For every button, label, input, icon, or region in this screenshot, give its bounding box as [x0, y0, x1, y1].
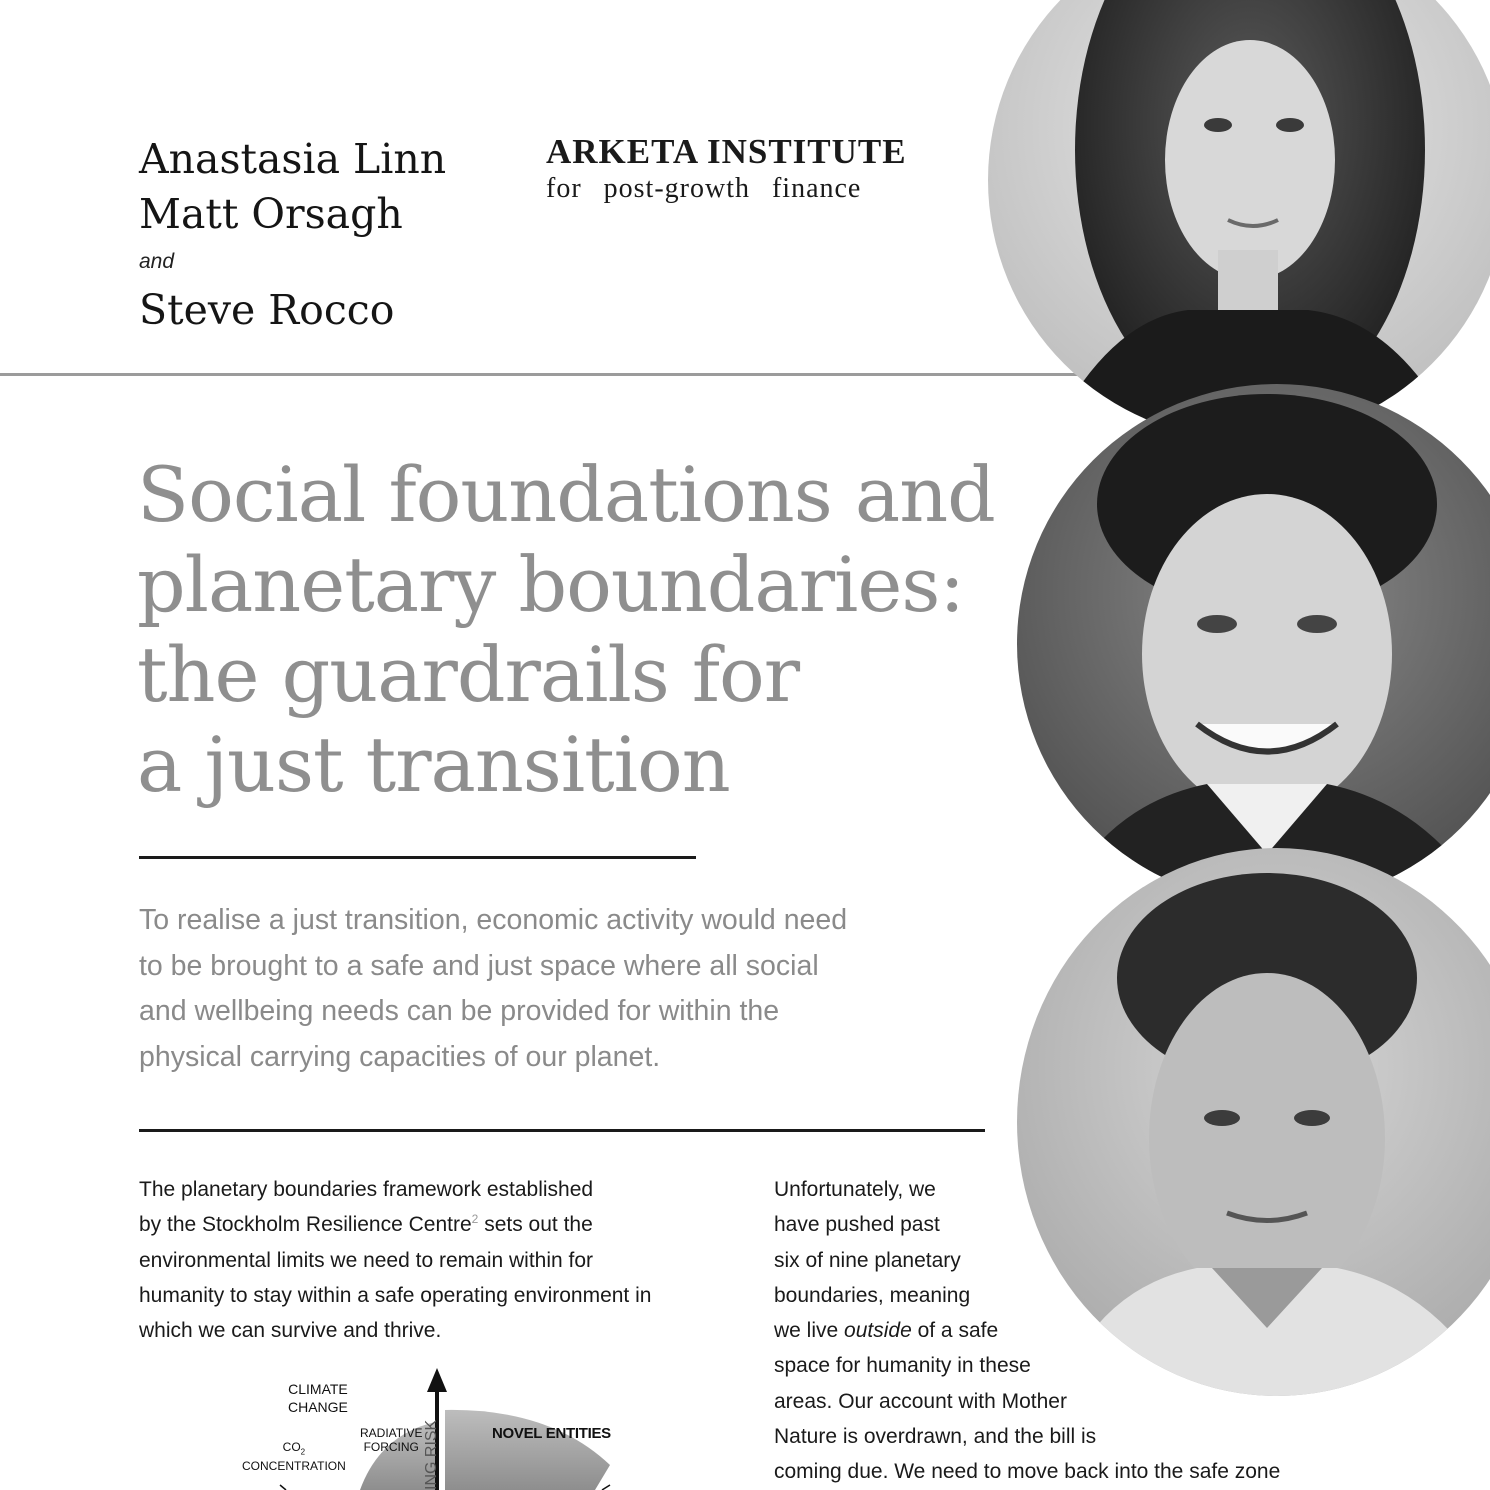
planetary-boundaries-diagram [230, 1360, 650, 1490]
header-divider [0, 373, 1080, 376]
lead-line: and wellbeing needs can be provided for within the [139, 995, 780, 1027]
title-line: the guardrails for [137, 630, 800, 719]
lead-line: to be brought to a safe and just space where all social [139, 949, 819, 982]
author-name-1: Anastasia Linn [139, 135, 447, 183]
body-line: environmental limits we need to remain within for [139, 1248, 594, 1272]
novel-entities-wedge [445, 1410, 610, 1490]
logo-tagline: for post-growth finance [546, 173, 862, 204]
climate-change-label [288, 1380, 348, 1416]
body-line: areas. Our account with Mother [774, 1389, 1067, 1413]
label-line: FORCING [363, 1440, 419, 1454]
logo-name: ARKETA INSTITUTE [546, 132, 907, 171]
title-line: planetary boundaries: [137, 540, 964, 629]
label-line: CHANGE [288, 1399, 348, 1415]
body-line: have pushed past [774, 1213, 940, 1237]
body-text-span: by the Stockholm Resilience Centre [139, 1213, 472, 1237]
title-line: Social foundations and [137, 450, 995, 539]
author-conjunction: and [139, 250, 175, 273]
author-photo-2 [1017, 384, 1490, 904]
body-left-paragraph [139, 1172, 651, 1348]
body-right-paragraph [774, 1172, 1280, 1490]
label-line: CONCENTRATION [242, 1459, 346, 1474]
leader-line [602, 1485, 610, 1490]
body-line: six of nine planetary [774, 1248, 961, 1272]
label-line: RADIATIVE [360, 1426, 423, 1440]
co2-concentration-label [242, 1440, 346, 1473]
body-line: Nature is overdrawn, and the bill is [774, 1425, 1097, 1449]
label-subscript: 2 [300, 1447, 306, 1457]
lead-line: physical carrying capacities of our planet. [139, 1040, 661, 1073]
radiative-forcing-label [360, 1426, 422, 1454]
portrait-image [1017, 384, 1490, 904]
author-name-3: Steve Rocco [139, 286, 395, 334]
institute-logo [546, 134, 907, 203]
body-line: space for humanity in these [774, 1354, 1031, 1378]
body-text-span: sets out the [478, 1213, 593, 1237]
emphasis-text: outside [844, 1319, 912, 1343]
body-line: humanity to stay within a safe operating environment in [139, 1283, 652, 1307]
body-line [774, 1313, 1280, 1348]
body-line: The planetary boundaries framework established [139, 1178, 594, 1201]
lead-paragraph [139, 898, 847, 1080]
body-line: which we can survive and thrive. [139, 1319, 442, 1343]
section-divider [139, 1129, 985, 1132]
label-text: CO [282, 1440, 301, 1454]
article-title [137, 450, 995, 810]
risk-axis-arrow [427, 1368, 447, 1392]
lead-line: To realise a just transition, economic activity would need [139, 904, 848, 936]
title-line: a just transition [137, 720, 730, 809]
risk-axis-label: ING RISK [423, 1419, 440, 1490]
label-line: CLIMATE [288, 1381, 348, 1397]
body-text-span: we live [774, 1319, 845, 1343]
body-line: coming due. We need to move back into the safe zone [774, 1460, 1281, 1484]
leader-line [280, 1485, 286, 1490]
body-line [139, 1207, 651, 1242]
body-text-span: of a safe [911, 1319, 999, 1343]
body-line: boundaries, meaning [774, 1283, 971, 1307]
label-line [242, 1440, 346, 1459]
novel-entities-label: NOVEL ENTITIES [492, 1425, 611, 1442]
title-underline [139, 856, 696, 859]
body-line: Unfortunately, we [774, 1178, 936, 1201]
footnote-reference[interactable]: 2 [471, 1212, 479, 1227]
author-name-2: Matt Orsagh [139, 190, 403, 238]
